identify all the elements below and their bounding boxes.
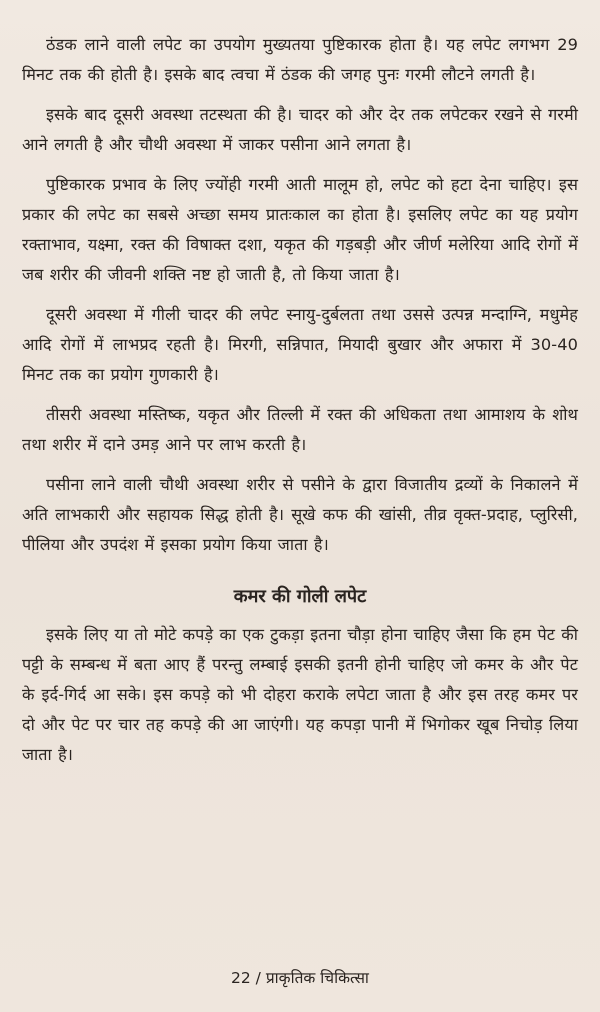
paragraph-2: इसके बाद दूसरी अवस्था तटस्थता की है। चादर को और देर तक लपेटकर रखने से गरमी आने लगती है और चौथी अवस्था में जाकर पसीना आने लगता है। — [22, 105, 578, 154]
paragraph-4: दूसरी अवस्था में गीली चादर की लपेट स्नायु-दुर्बलता तथा उससे उत्पन्न मन्दाग्नि, मधुमेह आदि रोगों में लाभप्रद रहती है। मिरगी, सन्निपात, मियादी बुखार और अफारा में 30-40 मिनट तक का प्रयोग गुणकारी है। — [22, 305, 578, 384]
page-body — [22, 30, 578, 780]
paragraph-7: इसके लिए या तो मोटे कपड़े का एक टुकड़ा इतना चौड़ा होना चाहिए जैसा कि हम पेट की पट्टी के सम्बन्ध में बता आए हैं परन्तु लम्बाई इसकी इतनी होनी चाहिए जो कमर के और पेट के इर्द-गिर्द आ सके। इस कपड़े को भी दोहरा कराके लपेटा जाता है और इस तरह कमर पर दो और पेट पर चार तह कपड़े की आ जाएंगी। यह कपड़ा पानी में भिगोकर खूब निचोड़ लिया जाता है। — [22, 625, 578, 764]
page-footer: 22 / प्राकृतिक चिकित्सा — [231, 969, 369, 987]
section-heading: कमर की गोली लपेट — [233, 586, 367, 607]
paragraph-6: पसीना लाने वाली चौथी अवस्था शरीर से पसीने के द्वारा विजातीय द्रव्यों के निकालने में अति लाभकारी और सहायक सिद्ध होती है। सूखे कफ की खांसी, तीव्र वृक्त-प्रदाह, प्लुरिसी, पीलिया और उपदंश में इसका प्रयोग किया जाता है। — [22, 475, 578, 554]
paragraph-1: ठंडक लाने वाली लपेट का उपयोग मुख्यतया पुष्टिकारक होता है। यह लपेट लगभग 29 मिनट तक की होती है। इसके बाद त्वचा में ठंडक की जगह पुनः गरमी लौटने लगती है। — [22, 35, 578, 84]
paragraph-5: तीसरी अवस्था मस्तिष्क, यकृत और तिल्ली में रक्त की अधिकता तथा आमाशय के शोथ तथा शरीर में दाने उमड़ आने पर लाभ करती है। — [22, 405, 578, 454]
paragraph-3: पुष्टिकारक प्रभाव के लिए ज्योंही गरमी आती मालूम हो, लपेट को हटा देना चाहिए। इस प्रकार की लपेट का सबसे अच्छा समय प्रातःकाल का होता है। इसलिए लपेट का यह प्रयोग रक्ताभाव, यक्ष्मा, रक्त की विषाक्त दशा, यकृत की गड़बड़ी और जीर्ण मलेरिया आदि रोगों में जब शरीर की जीवनी शक्ति नष्ट हो जाती है, तो किया जाता है। — [22, 175, 578, 284]
